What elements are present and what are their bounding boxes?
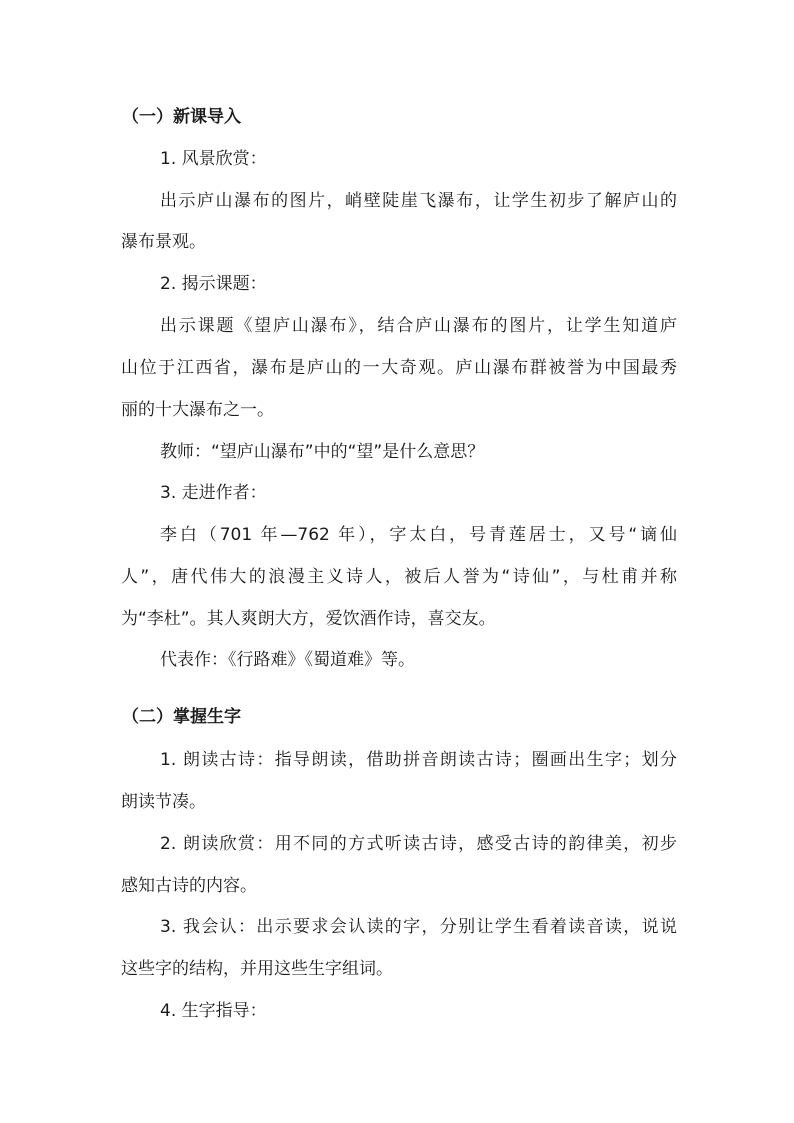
item-topic-text-line1: 出示课题《望庐山瀑布》，结合庐山瀑布的图片，让学生知道庐	[160, 316, 677, 336]
item-author-text-line2: 人”，唐代伟大的浪漫主义诗人，被后人誉为“诗仙”，与杜甫并称	[121, 567, 677, 587]
item-recognize-line2: 这些字的结构，并用这些生字组词。	[121, 959, 393, 979]
item-appreciation-line2: 感知古诗的内容。	[121, 876, 257, 896]
item-scenery-text-line2: 瀑布景观。	[121, 232, 206, 252]
item-scenery-text-line1: 出示庐山瀑布的图片，峭壁陡崖飞瀑布，让学生初步了解庐山的	[160, 191, 677, 211]
item-author-text-line3: 为“李杜”。其人爽朗大方，爱饮酒作诗，喜交友。	[121, 609, 496, 629]
item-read-poem-line2: 朗读节凑。	[121, 792, 206, 812]
teacher-question: 教师：“望庐山瀑布”中的“望”是什么意思？	[160, 442, 485, 462]
item-author-text-line1: 李白（701 年—762 年），字太白，号青莲居士，又号“谪仙	[160, 525, 677, 545]
representative-works: 代表作：《行路难》《蜀道难》等。	[160, 650, 415, 670]
item-topic-text-line2: 山位于江西省，瀑布是庐山的一大奇观。庐山瀑布群被誉为中国最秀	[121, 358, 677, 378]
item-recognize-line1: 3. 我会认：出示要求会认读的字，分别让学生看着读音读，说说	[160, 917, 677, 937]
item-appreciation-line1: 2. 朗读欣赏：用不同的方式听读古诗，感受古诗的韵律美，初步	[160, 834, 677, 854]
item-author-label: 3. 走进作者：	[160, 483, 267, 503]
item-read-poem-line1: 1. 朗读古诗：指导朗读，借助拼音朗读古诗；圈画出生字；划分	[160, 750, 677, 770]
item-scenery-label: 1. 风景欣赏：	[160, 149, 267, 169]
item-topic-text-line3: 丽的十大瀑布之一。	[121, 400, 274, 420]
section-heading-new-lesson: （一）新课导入	[122, 107, 241, 127]
item-character-guidance-label: 4. 生字指导：	[160, 1001, 267, 1021]
section-heading-characters: （二）掌握生字	[122, 707, 241, 727]
item-topic-label: 2. 揭示课题：	[160, 274, 267, 294]
